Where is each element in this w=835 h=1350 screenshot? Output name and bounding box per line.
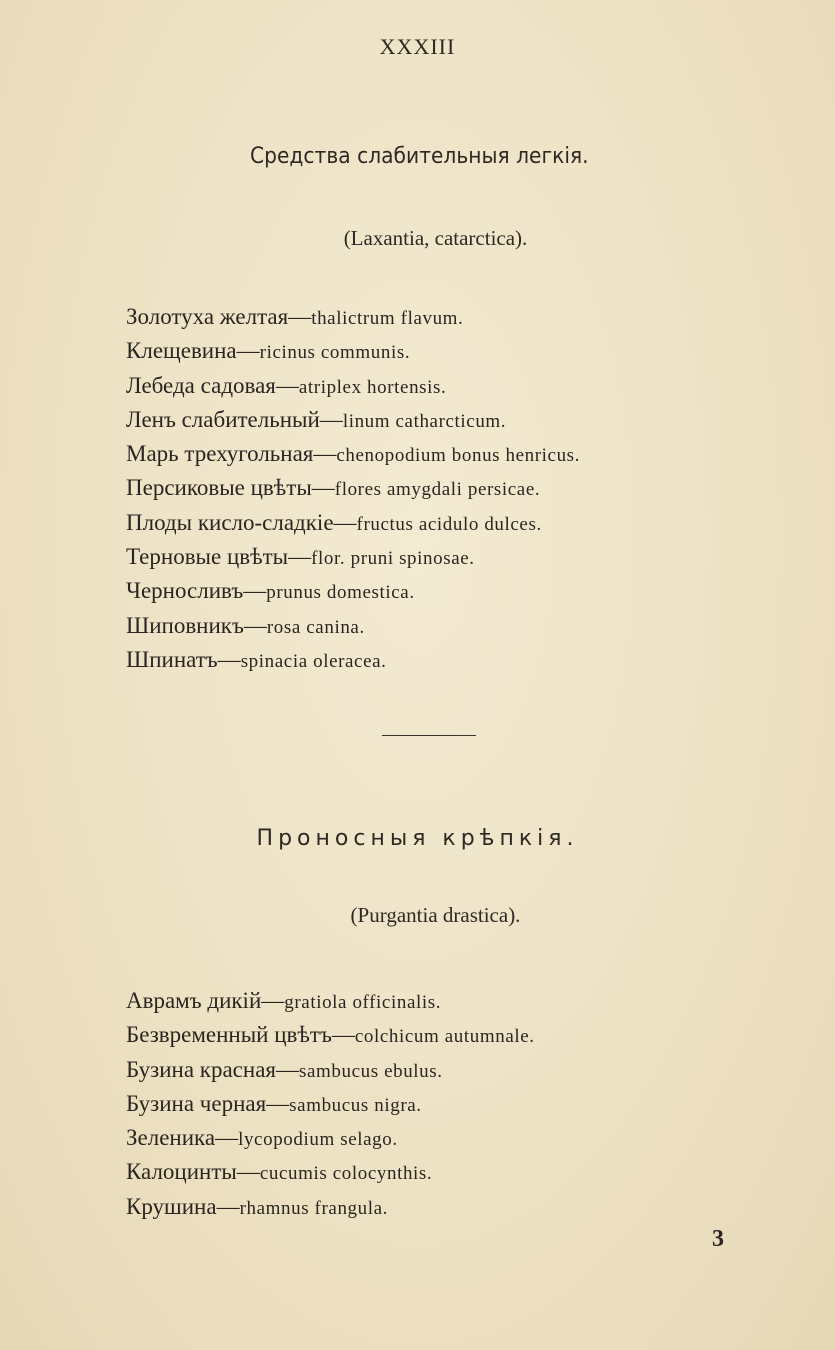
list-item bbox=[126, 574, 580, 608]
entry-russian-name: Ленъ слабительный— bbox=[126, 406, 343, 432]
list-item bbox=[126, 1121, 535, 1155]
list-item bbox=[126, 369, 580, 403]
list-item bbox=[126, 1053, 535, 1087]
entry-latin-name: sambucus nigra. bbox=[289, 1094, 422, 1116]
entry-latin-name: gratiola officinalis. bbox=[284, 992, 442, 1013]
list-item bbox=[126, 1018, 535, 1052]
entry-latin-name: prunus domestica. bbox=[266, 582, 415, 604]
signature-mark: 3 bbox=[712, 1226, 724, 1252]
list-item bbox=[126, 506, 580, 540]
entry-russian-name: Аврамъ дикій— bbox=[126, 988, 285, 1013]
entry-russian-name: Клещевина— bbox=[126, 338, 260, 364]
entry-latin-name: lycopodium selago. bbox=[238, 1129, 398, 1151]
entry-list-purgantia bbox=[126, 984, 535, 1224]
entry-russian-name: Терновые цвѣты— bbox=[126, 544, 312, 570]
list-item bbox=[126, 984, 535, 1018]
entry-latin-name: colchicum autumnale. bbox=[354, 1026, 535, 1048]
entry-latin-name: rhamnus frangula. bbox=[239, 1197, 389, 1219]
entry-latin-name: chenopodium bonus henricus. bbox=[336, 445, 581, 467]
list-item bbox=[126, 437, 580, 471]
entry-latin-name: ricinus communis. bbox=[259, 342, 411, 364]
entry-russian-name: Крушина— bbox=[126, 1193, 240, 1219]
entry-russian-name: Шпинатъ— bbox=[126, 646, 241, 672]
list-item bbox=[126, 471, 580, 505]
list-item bbox=[126, 1155, 535, 1189]
entry-russian-name: Бузина черная— bbox=[126, 1090, 290, 1116]
entry-russian-name: Марь трехугольная— bbox=[126, 441, 337, 467]
entry-latin-name: rosa canina. bbox=[266, 616, 365, 638]
entry-list-laxantia bbox=[126, 300, 580, 677]
list-item bbox=[126, 1087, 535, 1121]
entry-latin-name: thalictrum flavum. bbox=[311, 308, 464, 329]
entry-latin-name: fructus acidulo dulces. bbox=[356, 513, 542, 535]
list-item bbox=[126, 334, 580, 368]
page-number: XXXIII bbox=[379, 34, 456, 59]
list-item bbox=[126, 643, 580, 677]
entry-russian-name: Черносливъ— bbox=[126, 578, 267, 604]
entry-latin-name: cucumis colocynthis. bbox=[259, 1163, 433, 1185]
entry-latin-name: atriplex hortensis. bbox=[298, 376, 447, 398]
entry-russian-name: Персиковые цвѣты— bbox=[126, 475, 335, 501]
entry-latin-name: linum catharcticum. bbox=[342, 410, 507, 432]
entry-russian-name: Безвременный цвѣтъ— bbox=[126, 1022, 355, 1048]
list-item bbox=[126, 300, 580, 334]
entry-russian-name: Плоды кисло-сладкіе— bbox=[126, 509, 357, 535]
entry-russian-name: Шиповникъ— bbox=[126, 612, 267, 638]
section-subtitle-purgantia: (Purgantia drastica). bbox=[350, 903, 521, 927]
list-item bbox=[126, 403, 580, 437]
section-subtitle-laxantia: (Laxantia, catarctica). bbox=[343, 226, 528, 250]
section-divider bbox=[382, 735, 476, 736]
list-item bbox=[126, 609, 580, 643]
entry-russian-name: Зеленика— bbox=[126, 1125, 239, 1151]
entry-latin-name: flores amygdali persicae. bbox=[334, 479, 541, 501]
entry-russian-name: Золотуха желтая— bbox=[126, 304, 312, 329]
section-title-laxantia: Средства слабительныя легкія. bbox=[249, 144, 589, 169]
entry-latin-name: spinacia oleracea. bbox=[240, 650, 387, 672]
list-item bbox=[126, 1190, 535, 1224]
list-item bbox=[126, 540, 580, 574]
entry-russian-name: Калоцинты— bbox=[126, 1159, 260, 1185]
entry-latin-name: flor. pruni spinosae. bbox=[311, 548, 475, 570]
entry-latin-name: sambucus ebulus. bbox=[298, 1060, 443, 1082]
section-title-purgantia: Проносныя крѣпкія. bbox=[256, 826, 579, 851]
entry-russian-name: Бузина красная— bbox=[126, 1056, 299, 1082]
entry-russian-name: Лебеда садовая— bbox=[126, 372, 299, 398]
